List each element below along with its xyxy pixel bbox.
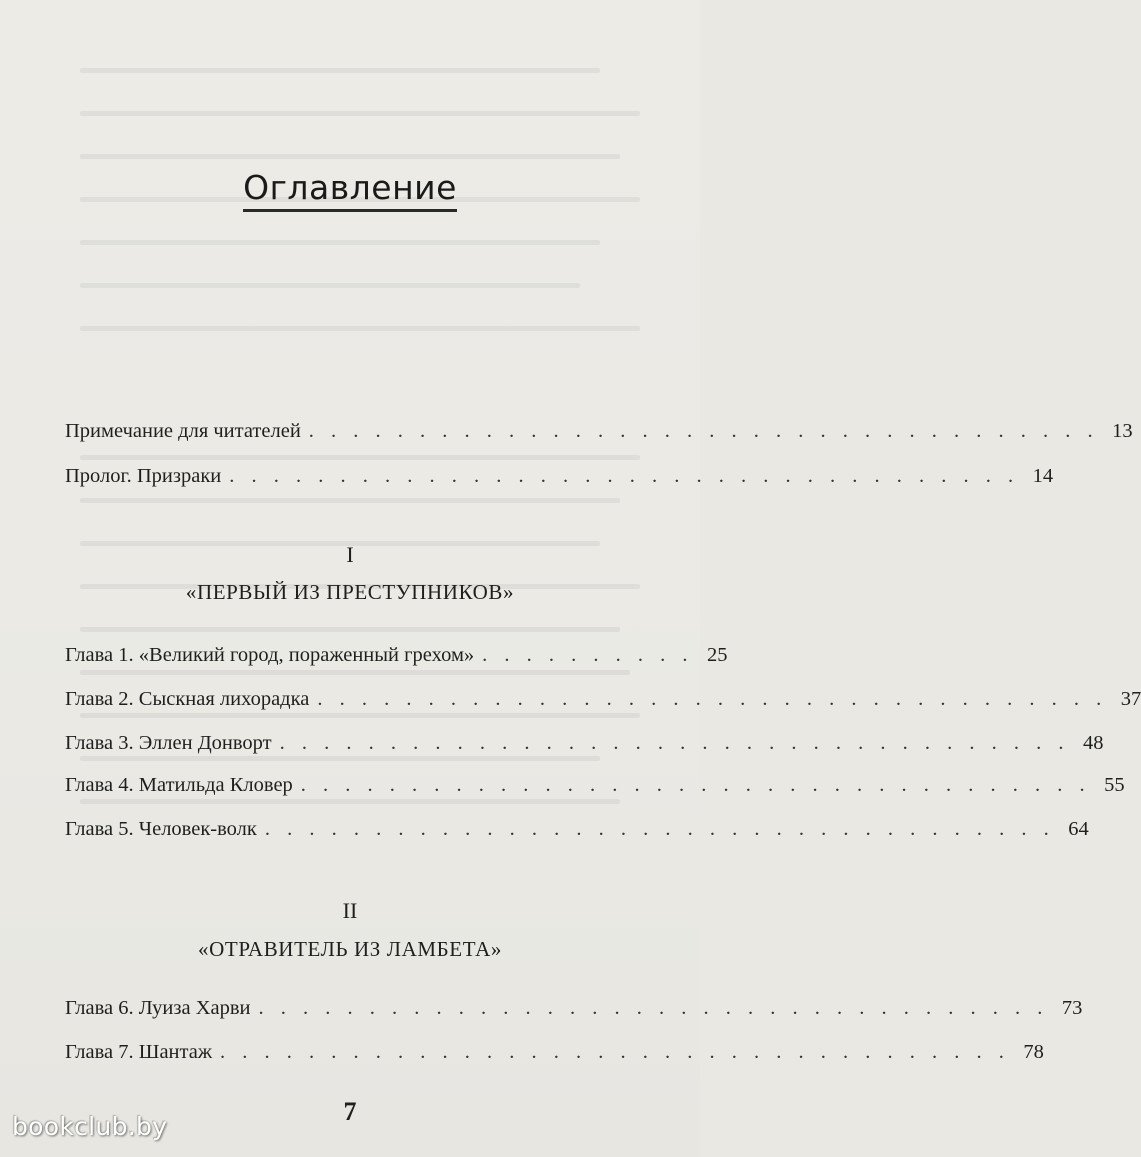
dot-leader: . . . . . . . . . . . . . . . . . . . . . . . . . . . . . . . . . . . .	[258, 997, 1049, 1019]
toc-entry-page: 64	[1068, 818, 1089, 840]
toc-entry-label: Пролог. Призраки	[65, 465, 222, 487]
toc-entry-label: Глава 6. Луиза Харви	[65, 997, 251, 1019]
toc-entry-label: Глава 7. Шантаж	[65, 1041, 212, 1063]
toc-entry	[65, 465, 1054, 488]
part-title: «ПЕРВЫЙ ИЗ ПРЕСТУПНИКОВ»	[185, 580, 515, 604]
dot-leader: . . . . . . . . . . . . . . . . . . . . . . . . . . . . . . . . . . . .	[308, 420, 1099, 442]
toc-entry-label: Глава 4. Матильда Кловер	[65, 774, 293, 796]
dot-leader: . . . . . . . . . .	[482, 644, 694, 666]
page-number: 7	[343, 1097, 357, 1126]
dot-leader: . . . . . . . . . . . . . . . . . . . . . . . . . . . . . . . . . . . .	[220, 1041, 1010, 1063]
toc-entry-label: Примечание для читателей	[65, 420, 301, 442]
toc-entry-page: 78	[1023, 1041, 1044, 1063]
toc-entry-label: Глава 5. Человек-волк	[65, 818, 257, 840]
page-title	[0, 168, 700, 207]
toc-entry-page: 37	[1120, 688, 1141, 710]
toc-entry	[65, 688, 1141, 711]
toc-entry	[65, 732, 1104, 755]
toc-entry-page: 25	[707, 644, 728, 666]
toc-entry-label: Глава 3. Эллен Донворт	[65, 732, 272, 754]
toc-entry-page: 13	[1112, 420, 1133, 442]
toc-entry	[65, 644, 728, 667]
dot-leader: . . . . . . . . . . . . . . . . . . . . . . . . . . . . . . . . . . . .	[300, 774, 1091, 796]
toc-entry	[65, 1041, 1044, 1064]
dot-leader: . . . . . . . . . . . . . . . . . . . . . . . . . . . . . . . . . . . .	[264, 818, 1055, 840]
toc-entry	[65, 997, 1083, 1020]
toc-entry-label: Глава 1. «Великий город, пораженный грехом»	[65, 644, 475, 666]
part-title: «ОТРАВИТЕЛЬ ИЗ ЛАМБЕТА»	[198, 937, 502, 961]
dot-leader: . . . . . . . . . . . . . . . . . . . . . . . . . . . . . . . . . . . .	[229, 465, 1020, 487]
dot-leader: . . . . . . . . . . . . . . . . . . . . . . . . . . . . . . . . . . . .	[279, 732, 1070, 754]
toc-entry-page: 55	[1104, 774, 1125, 796]
toc-entry-page: 14	[1032, 465, 1054, 487]
toc-entry	[65, 774, 1125, 797]
part-number: I	[346, 542, 354, 567]
toc-entry	[65, 818, 1089, 841]
toc-entry-page: 73	[1061, 997, 1083, 1019]
toc-entry-label: Глава 2. Сыскная лихорадка	[65, 688, 310, 710]
toc-entry	[65, 420, 1133, 443]
page-title-text: Оглавление	[243, 168, 457, 212]
toc-entry-page: 48	[1083, 732, 1104, 754]
dot-leader: . . . . . . . . . . . . . . . . . . . . . . . . . . . . . . . . . . . .	[317, 688, 1108, 710]
watermark: bookclub.by	[12, 1112, 168, 1141]
part-number: II	[342, 898, 358, 923]
